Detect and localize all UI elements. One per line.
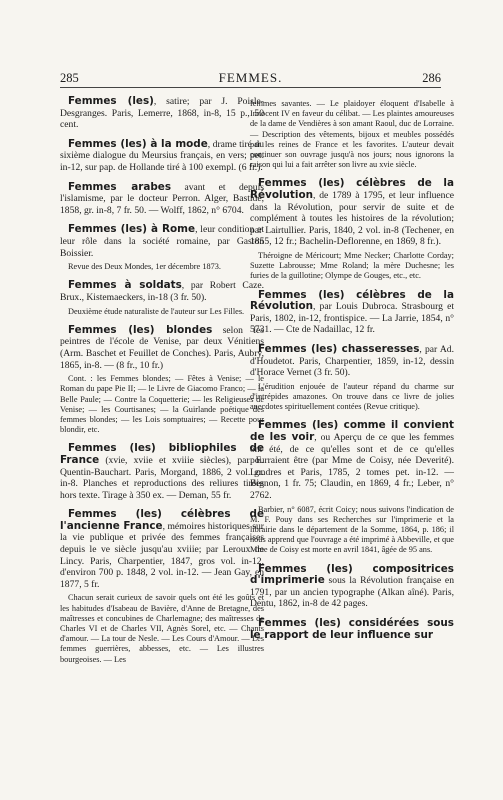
dictionary-entry [60, 443, 264, 501]
running-title: FEMMES. [218, 70, 283, 85]
running-header [60, 70, 441, 86]
dictionary-entry [60, 509, 264, 665]
entry-text: sous la Révolution française en 1791, par un ancien typographe (Alkan aîné). Paris, Dentu, 1862, in-8 de 42 pages. [250, 575, 454, 610]
dictionary-entry [60, 182, 264, 217]
dictionary-entry [250, 618, 454, 641]
dictionary-entry [250, 290, 454, 336]
entry-body [60, 509, 264, 590]
entry-text: , de 1789 à 1795, et leur influence dans la Révolution, pour servir de suite et de complément à toutes les histoires de la révolution; par Lairtullier. Paris, 1840, 2 vol. in-8 (Techener, en 1855, 12 fr.; Bachelin-Deflorenne, en 1869, 8 fr.). [250, 190, 454, 248]
entry-body [250, 344, 454, 379]
page-number-right: 286 [422, 71, 441, 85]
entry-text: , par Ad. d'Houdetot. Paris, Charpentier, 1859, in-12, dessin d'Horace Vernet (3 fr. 50). [250, 343, 454, 379]
entry-text: , drame tiré du sixième dialogue du Meursius français, en vers; pet. in-12, sur pap. de Hollande tiré à 100 exempl. (6 fr.). [60, 138, 264, 173]
entry-headword: Femmes arabes [68, 180, 172, 193]
entry-body [250, 290, 454, 336]
entry-body [250, 564, 454, 610]
entry-body [60, 443, 264, 501]
dictionary-entry [60, 280, 264, 316]
entry-body [60, 96, 264, 131]
entry-body [250, 618, 454, 641]
entry-text: , satire; par J. Poisle-Desgranges. Paris, Lemerre, 1868, in-8, 15 p., 50 cent. [60, 96, 264, 131]
entry-body [60, 139, 264, 174]
entry-text: avant et depuis l'islamisme, par le docteur Perron. Alger, Bastide, 1858, gr. in-8, 7 fr. 50. — Wolff, 1862, n° 6704. [60, 181, 264, 216]
dictionary-entry [60, 224, 264, 272]
entry-body [60, 280, 264, 303]
entry-headword: Femmes (les) chasseresses [258, 342, 420, 355]
dictionary-entry [250, 344, 454, 412]
entry-note: Revue des Deux Mondes, 1er décembre 1873. [68, 262, 221, 272]
entry-headword: Femmes (les) célèbres de la Révolution [250, 177, 454, 202]
entry-text: , ou Aperçu de ce que les femmes ont été, de ce qu'elles sont et de ce qu'elles pourraient être (par Mme de Coisy, née Deverité). Londres et Paris, 1785, 2 tomes pet. in-12. — Bignon, 1 fr. 75; Claudin, en 1869, 4 fr.; Leber, n° 2762. [250, 431, 454, 501]
page-number-left: 285 [60, 71, 79, 85]
entry-body [60, 325, 264, 371]
entry-headword: Femmes (les) comme il convient de les voir [250, 419, 454, 443]
entry-text: , leur condition et leur rôle dans la société romaine, par Gaston Boissier. [60, 224, 265, 259]
entry-note: Cont. : les Femmes blondes; — Fêtes à Venise; — le Roman du pape Pie II; — le Livre de Giacomo Franco; — la Belle Paule; — Contre la Coquetterie; — les Religieuses de Venise; — les Courtisanes; — la Guirlande poétique des femmes blondes; — les Lois somptuaires; — Recette pour blondir, etc. [60, 374, 264, 435]
entry-body [60, 182, 264, 217]
dictionary-entry [60, 96, 264, 131]
entry-headword: Femmes (les) célèbres de l'ancienne France [60, 508, 264, 532]
entry-text: , par Louis Dubroca. Strasbourg et Paris, 1802, in-12, frontispice. — La Jarrie, 1854, n° 5731. — Cte de Nadaillac, 12 fr. [250, 301, 454, 336]
entry-note: L'érudition enjouée de l'auteur répand du charme sur d'intrépides amazones. On trouve dans ce livre de jolies anecdotes spirituellement contées (Revue critique). [250, 381, 454, 412]
entry-note: Barbier, n° 6087, écrit Coicy; nous suivons l'indication de M. F. Pouy dans ses Recherches sur l'imprimerie et la librairie dans le département de la Somme, 1864, p. 186; il nous apprend que l'ouvrage a été imprimé à Abbeville, et que Mme de Coisy est morte en avril 1841, âgée de 95 ans. [250, 504, 454, 555]
entry-headword: Femmes (les) à la mode [68, 137, 208, 150]
entry-body [250, 178, 454, 248]
entry-note: Théroigne de Méricourt; Mme Necker; Charlotte Corday; Suzette Labrousse; Mme Roland; la mère Duchesne; les furies de la guillotine; Olympe de Gouges, etc., etc. [250, 250, 454, 281]
entry-headword: Femmes (les) blondes [68, 323, 213, 336]
dictionary-entry [250, 99, 454, 170]
dictionary-entry [250, 420, 454, 555]
entry-body [250, 420, 454, 501]
entry-text: , mémoires historiques sur la vie publique et privée des femmes françaises depuis le ve siècle jusqu'au xviiie; par Leroux de Lincy. Paris, Charpentier, 1847, gros vol. in-12, d'environ 700 p. 1848, 2 vol. in-12. — Jean Gay, en 1877, 5 fr. [60, 520, 264, 590]
dictionary-entry [250, 564, 454, 610]
left-column [60, 96, 264, 673]
dictionary-entry [60, 139, 264, 174]
entry-headword: Femmes (les) considérées sous le rapport de leur influence sur [250, 616, 454, 641]
dictionary-entry [250, 178, 454, 281]
entry-note: Chacun serait curieux de savoir quels ont été les goûts et les habitudes d'Isabeau de Bavière, d'Anne de Bretagne, des maîtresses et concubines de Charlemagne; des maîtresses de Charles VI et de Charles VII, Agnès Sorel, etc. — Chants d'amour. — La tour de Nesle. — Les Cours d'Amour. — Les femmes guerrières, abbesses, etc. — Les illustres bourgeoises. — Les [60, 593, 264, 664]
entry-text: selon les peintres de l'école de Venise, par deux Vénitiens (Arm. Baschet et Feuillet de Conches). Paris, Aubry, 1865, in-8. — (8 fr., 10 fr.) [60, 324, 264, 371]
header-rule [60, 87, 441, 88]
entry-headword: Femmes (les) bibliophiles de France [60, 442, 264, 466]
entry-note: Deuxième étude naturaliste de l'auteur sur Les Filles. [68, 306, 245, 316]
right-column [250, 96, 454, 649]
entry-headword: Femmes (les) compositrices d'imprimerie [250, 562, 454, 587]
entry-headword: Femmes (les) célèbres de la Révolution [250, 288, 454, 313]
entry-body [60, 224, 264, 259]
entry-text: (xvie, xviie et xviiie siècles), par E. Quentin-Bauchart. Paris, Morgand, 1886, 2 vol. gr. in-8. Planches et reproductions des reliures tirées hors texte. Tirage à 350 ex. — Deman, 55 fr. [60, 454, 264, 501]
entry-headword: Femmes (les) [68, 95, 154, 107]
entry-headword: Femmes à soldats [68, 279, 182, 292]
entry-text: , par Robert Caze. Brux., Kistemaeckers, in-18 (3 fr. 50). [60, 280, 264, 303]
entry-note: femmes savantes. — Le plaidoyer éloquent d'Isabelle à Innocent IV en faveur du célibat. — Les plaintes amoureuses de la dame de Vendières à son amant Raoul, duc de Lorraine. — Description des vêtements, bijoux et meubles possédés par les reines de France et les favorites. L'auteur devait continuer son ouvrage jusqu'à nos jours; nous ignorons la raison qui lui a fait arrêter son livre au xvie siècle. [250, 99, 454, 170]
entry-headword: Femmes (les) à Rome [68, 223, 196, 236]
dictionary-entry [60, 325, 264, 436]
